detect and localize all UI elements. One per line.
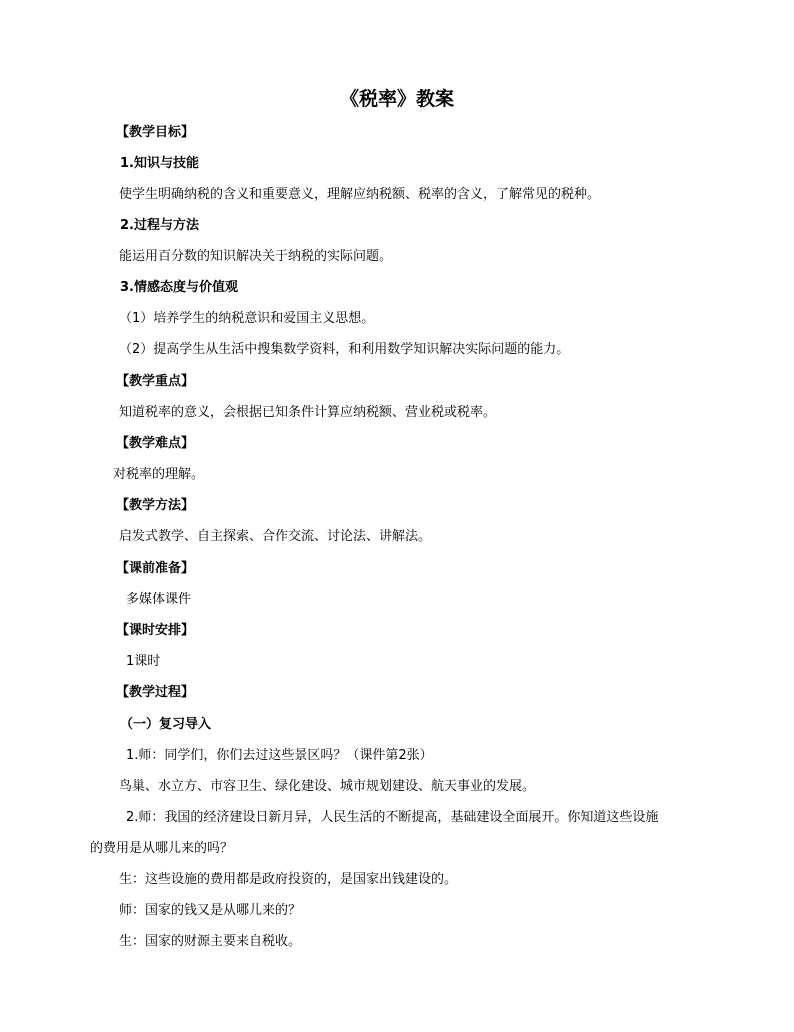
paragraph-attitude-1: （1）培养学生的纳税意识和爱国主义思想。: [119, 311, 375, 326]
heading-difficult-points: 【教学难点】: [116, 436, 195, 451]
paragraph-process-3a: 2.师：我国的经济建设日新月异，人民生活的不断提高，基础建设全面展开。你知道这些设施: [126, 810, 659, 825]
paragraph-key-points: 知道税率的意义，会根据已知条件计算应纳税额、营业税或税率。: [119, 405, 497, 420]
heading-teaching-process: 【教学过程】: [116, 685, 195, 700]
paragraph-process-3b: 的费用是从哪儿来的吗？: [90, 841, 234, 856]
paragraph-process-4: 生：这些设施的费用都是政府投资的，是国家出钱建设的。: [119, 872, 458, 887]
paragraph-knowledge-skills: 使学生明确纳税的含义和重要意义，理解应纳税额、税率的含义，了解常见的税种。: [119, 187, 601, 202]
paragraph-difficult-points: 对税率的理解。: [113, 467, 205, 482]
subheading-review-intro: （一）复习导入: [120, 717, 212, 732]
paragraph-process-1: 1.师：同学们，你们去过这些景区吗？（课件第2张）: [126, 748, 433, 763]
paragraph-process-methods: 能运用百分数的知识解决关于纳税的实际问题。: [119, 249, 393, 264]
subheading-attitude-values: 3.情感态度与价值观: [120, 280, 238, 295]
paragraph-attitude-2: （2）提高学生从生活中搜集数学资料，和利用数学知识解决实际问题的能力。: [119, 342, 570, 357]
paragraph-process-2: 鸟巢、水立方、市容卫生、绿化建设、城市规划建设、航天事业的发展。: [119, 779, 536, 794]
paragraph-schedule: 1课时: [126, 654, 161, 669]
subheading-process-methods: 2.过程与方法: [120, 218, 199, 233]
heading-teaching-methods: 【教学方法】: [116, 498, 195, 513]
heading-teaching-objectives: 【教学目标】: [116, 125, 195, 140]
subheading-knowledge-skills: 1.知识与技能: [120, 156, 199, 171]
paragraph-preparation: 多媒体课件: [126, 592, 192, 607]
paragraph-teaching-methods: 启发式教学、自主探索、合作交流、讨论法、讲解法。: [119, 529, 432, 544]
paragraph-process-6: 生：国家的财源主要来自税收。: [119, 934, 302, 949]
heading-schedule: 【课时安排】: [116, 623, 195, 638]
heading-key-points: 【教学重点】: [116, 374, 195, 389]
document-title: 《税率》教案: [339, 88, 454, 110]
heading-preparation: 【课前准备】: [116, 561, 195, 576]
paragraph-process-5: 师：国家的钱又是从哪儿来的？: [119, 903, 302, 918]
